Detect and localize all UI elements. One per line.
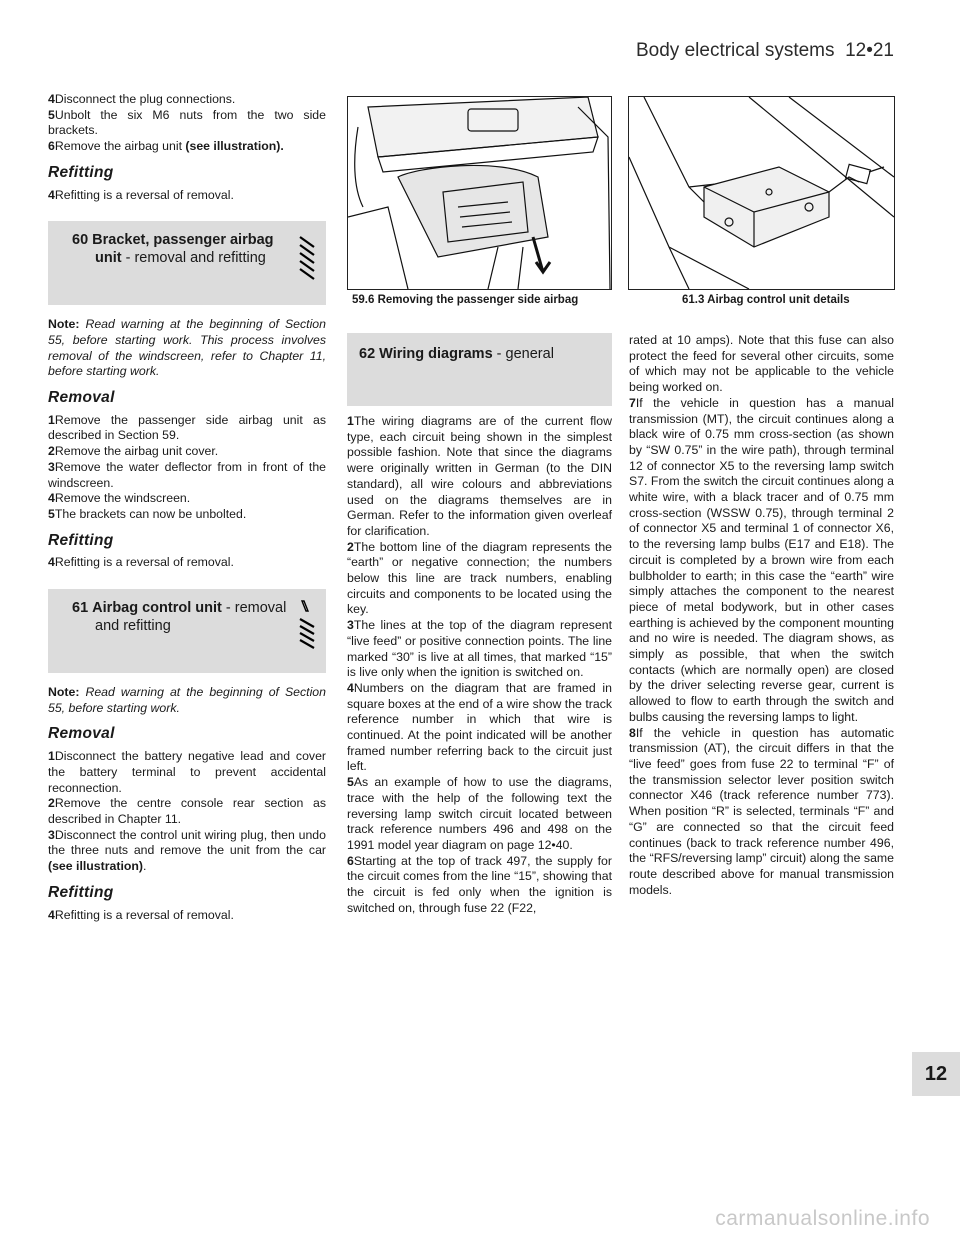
difficulty-rating-icon xyxy=(298,599,316,651)
step: 4Numbers on the diagram that are framed in square boxes at the end of a wire show the track reference number in which that wire is continued. At the point indicated will be another framed number referring back to the circuit just left. xyxy=(347,680,612,774)
removal-heading: Removal xyxy=(48,725,115,743)
figure-passenger-airbag xyxy=(347,96,612,290)
step: 5As an example of how to use the diagrams, trace with the help of the following text the reversing lamp switch circuit located between track reference numbers 496 and 498 on the 1991 model year diagram on page 12•40. xyxy=(347,775,612,852)
step: 6Starting at the top of track 497, the supply for the circuit comes from the line “15”, showing that the circuit is fed only when the ignition is switched on, through fuse 22 (F22, xyxy=(347,853,612,915)
header-page-number: 12•21 xyxy=(845,40,894,61)
figure-airbag-control-unit xyxy=(628,96,895,290)
removal-heading: Removal xyxy=(48,389,115,407)
step: 4Refitting is a reversal of removal. xyxy=(48,555,234,570)
refitting-heading: Refitting xyxy=(48,163,114,181)
figure-caption: 59.6 Removing the passenger side airbag xyxy=(352,294,579,306)
column-3 xyxy=(629,333,894,898)
watermark: carmanualsonline.info xyxy=(715,1207,930,1230)
difficulty-rating-icon xyxy=(298,231,316,283)
step: 4Refitting is a reversal of removal. xyxy=(48,187,234,202)
step: 2The bottom line of the diagram represents the “earth” or negative connection; the numbers below this line are track numbers, enabling circuits and components to be located using the key. xyxy=(347,539,612,617)
section-62-heading: 62 Wiring diagrams - general xyxy=(347,333,612,406)
column-1 xyxy=(48,92,326,923)
step: 3Remove the water deflector from in front of the windscreen. xyxy=(48,459,326,490)
page-header xyxy=(636,40,894,62)
figure-caption: 61.3 Airbag control unit details xyxy=(682,294,850,306)
refitting-heading: Refitting xyxy=(48,531,114,549)
section-60-heading: 60 Bracket, passenger airbag unit - removal and refitting xyxy=(48,221,326,305)
step: rated at 10 amps). Note that this fuse can also protect the feed for several other circuits, some of which may not be applicable to the vehicle being worked on. xyxy=(629,333,894,395)
step: 1Disconnect the battery negative lead and cover the battery terminal to prevent accidental reconnection. xyxy=(48,749,326,795)
step: 2Remove the centre console rear section as described in Chapter 11. xyxy=(48,796,326,826)
control-unit-illustration xyxy=(629,97,894,289)
section-61-heading: 61 Airbag control unit - removal and refitting xyxy=(48,589,326,673)
note-61: Note: Read warning at the beginning of Section 55, before starting work. xyxy=(48,685,326,715)
step: 4Remove the windscreen. xyxy=(48,491,191,506)
step: 1Remove the passenger side airbag unit as described in Section 59. xyxy=(48,412,326,443)
step: 1The wiring diagrams are of the current flow type, each circuit being shown in the simplest possible fashion. Note that since the diagrams were originally written in German (to the DIN standard), all wire colours and abbreviations used on the diagrams themselves are in German. Refer to the information given overleaf for clarification. xyxy=(347,414,612,538)
refitting-heading: Refitting xyxy=(48,883,114,901)
step: 4Refitting is a reversal of removal. xyxy=(48,907,234,922)
airbag-removal-illustration xyxy=(348,97,611,289)
column-2 xyxy=(347,414,612,917)
step: 7If the vehicle in question has a manual transmission (MT), the circuit continues along a black wire of 0.75 mm cross-section (as shown by “SW 0.75” in the wire path), through terminal 12 of connector X5 to the reversing lamp switch S7. From the switch the circuit continues along a white wire, with a black tracer and of 0.75 mm cross-section (WSSW 0.75), through terminal 2 of connector X5 and terminal 1 of connector X6, to the reversing lamp bulbs (E17 and E18). The circuit is completed by a brown wire from each bulbholder to earth; in this case the “earth” wire simply attaches the component to the nearest piece of metal bodywork, but in other cases earthing is achieved by the component mounting and no wire is needed. The diagram shows, as simply as possible, that when the switch contacts (which are normally open) are closed by the driver selecting reverse gear, current is allowed to flow to earth through the switch and bulbs causing the reversing lamps to light. xyxy=(629,395,894,724)
step: 6Remove the airbag unit (see illustration). xyxy=(48,139,284,154)
header-title: Body electrical systems xyxy=(636,40,835,61)
chapter-tab: 12 xyxy=(912,1052,960,1096)
step: 5The brackets can now be unbolted. xyxy=(48,506,247,521)
step: 3Disconnect the control unit wiring plug, then undo the three nuts and remove the unit from the car (see illustration). xyxy=(48,827,326,874)
note-60: Note: Read warning at the beginning of Section 55, before starting work. This process involves removal of the windscreen, refer to Chapter 11, before starting work. xyxy=(48,317,326,379)
step: 3The lines at the top of the diagram represent “live feed” or positive connection points. The line marked “30” is live at all times, that marked “15” is live only when the ignition is switched on. xyxy=(347,618,612,680)
step: 5Unbolt the six M6 nuts from the two side brackets. xyxy=(48,107,326,138)
step: 4Disconnect the plug connections. xyxy=(48,92,236,106)
step: 2Remove the airbag unit cover. xyxy=(48,444,219,459)
step: 8If the vehicle in question has automatic transmission (AT), the circuit differs in that the “live feed” goes from fuse 22 to terminal “F” of the transmission selector lever position switch connector X46 (track reference number 773). When position “R” is selected, terminals “F” and “G” are connected so that the circuit feed continues (back to track reference number 496, the “RFS/reversing lamp” circuit) along the same route described above for manual transmission models. xyxy=(629,725,894,897)
